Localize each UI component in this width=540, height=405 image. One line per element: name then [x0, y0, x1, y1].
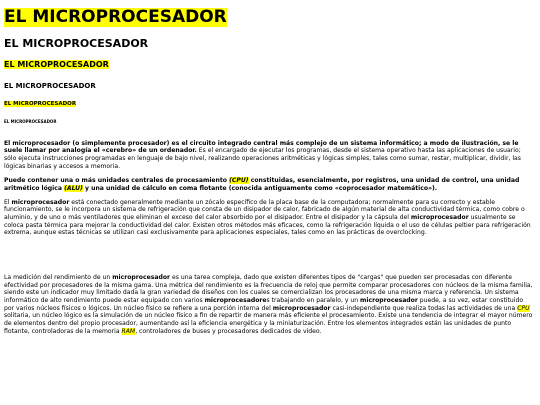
- alu-highlight: (ALU): [64, 185, 83, 193]
- cpu-highlight-2: CPU: [517, 304, 530, 312]
- paragraph-performance: [4, 274, 535, 335]
- perf-text-7: , controladores de buses y procesadores dedicados de vídeo.: [135, 327, 322, 335]
- units-text-2: constituidas, esencialmente, por registros, una unidad de control, una unidad aritmético lógica: [4, 177, 520, 193]
- perf-text-3: s trabajando en paralelo, y un: [266, 297, 361, 305]
- perf-text-5: casi-independiente que realiza todas las actividades de una: [330, 304, 518, 312]
- paragraph-units: [4, 177, 535, 192]
- definition-rest: Es el encargado de ejecutar los programas, desde el sistema operativo hasta las aplicaciones de usuario; sólo ejecuta instrucciones programadas en lenguaje de bajo nivel, realizando operaciones aritméticas y lógicas simples, tales como sumar, restar, multiplicar, dividir, las lógicas binarias y accesos a memoria.: [4, 147, 521, 170]
- heading-4: EL MICROPROCESADOR: [4, 81, 96, 90]
- cooling-text-2: está conectado generalmente mediante un zócalo específico de la placa base de la computadora; normalmente para su correcto y estable funcionamiento, se le incorpora un sistema de refrigeración que consta de un disipador de calor, fabricado de algún material de alta conductividad térmica, como cobre o aluminio, y de uno o más ventiladores que eliminan el exceso del calor absorbido por el disipador. Entre el disipador y la cápsula del: [4, 198, 525, 222]
- definition-bold: El microprocesador (o simplemente procesador) es el circuito integrado central más complejo de un sistema informático; a modo de ilustración, se le suele llamar por analogía el «cerebro» de un ordenador.: [4, 139, 519, 155]
- perf-text-2: es una tarea compleja, dado que existen diferentes tipos de "cargas" que pueden ser procesadas con diferente efectividad por procesadores de la misma gama. Una métrica del rendimiento es la frecuencia de reloj que permite comparar procesadores con núcleos de la misma familia, siendo este un indicador muy limitado dada la gran variedad de diseños con los cuales se comercializan los procesadores de una misma marca y referencia. Un sistema informático de alto rendimiento puede estar equipado con varios: [4, 274, 533, 305]
- cooling-bold-1: microprocesador: [11, 198, 70, 206]
- perf-bold-1: microprocesador: [112, 274, 171, 282]
- paragraph-definition: [4, 140, 535, 171]
- heading-2: EL MICROPROCESADOR: [4, 36, 149, 50]
- heading-3-text: EL MICROPROCESADOR: [4, 59, 109, 69]
- cooling-bold-2: microprocesador: [410, 214, 469, 222]
- perf-text-1: La medición del rendimiento de un: [4, 274, 113, 282]
- cooling-text-1: El: [4, 198, 12, 206]
- heading-5: [4, 101, 535, 107]
- perf-bold-2: microprocesadore: [204, 297, 267, 305]
- heading-5-text: EL MICROPROCESADOR: [4, 101, 77, 108]
- heading-3: [4, 61, 535, 70]
- cooling-text-3: usualmente se coloca pasta térmica para mejorar la conductividad del calor. Existen otros métodos más eficaces, como la refrigeración líquida o el uso de células peltier para refrigeración extrema, aunque estas técnicas se utilizan casi exclusivamente para aplicaciones especiales, tales como en las prácticas de overclocking.: [4, 214, 531, 237]
- perf-bold-4: microprocesador: [272, 304, 331, 312]
- perf-text-6: solitaria, un núcleo lógico es la simulación de un núcleo físico a fin de repartir de manera más eficiente el procesamiento. Existe una tendencia de integrar el mayor número de elementos dentro del propio procesador, aumentando así la eficiencia energética y la miniaturización. Entre los elementos integrados están las unidades de punto flotante, controladoras de la memoria: [4, 312, 533, 335]
- ram-highlight: RAM: [121, 327, 136, 335]
- heading-6: EL MICROPROCESADOR: [4, 119, 57, 125]
- heading-1: EL MICROPROCESADOR: [4, 7, 227, 27]
- paragraph-cooling: [4, 199, 535, 237]
- units-text-3: y una unidad de cálculo en coma flotante (conocida antiguamente como «coprocesador matemático»).: [82, 185, 438, 193]
- perf-text-4: puede, a su vez, estar constituido por varios núcleos físicos o lógicos. Un núcleo físico se refiere a una porción interna del: [4, 297, 524, 312]
- cpu-highlight: (CPU): [229, 177, 249, 185]
- perf-bold-3: microprocesador: [360, 297, 418, 305]
- units-text-1: Puede contener una o más unidades centrales de procesamiento: [4, 177, 230, 185]
